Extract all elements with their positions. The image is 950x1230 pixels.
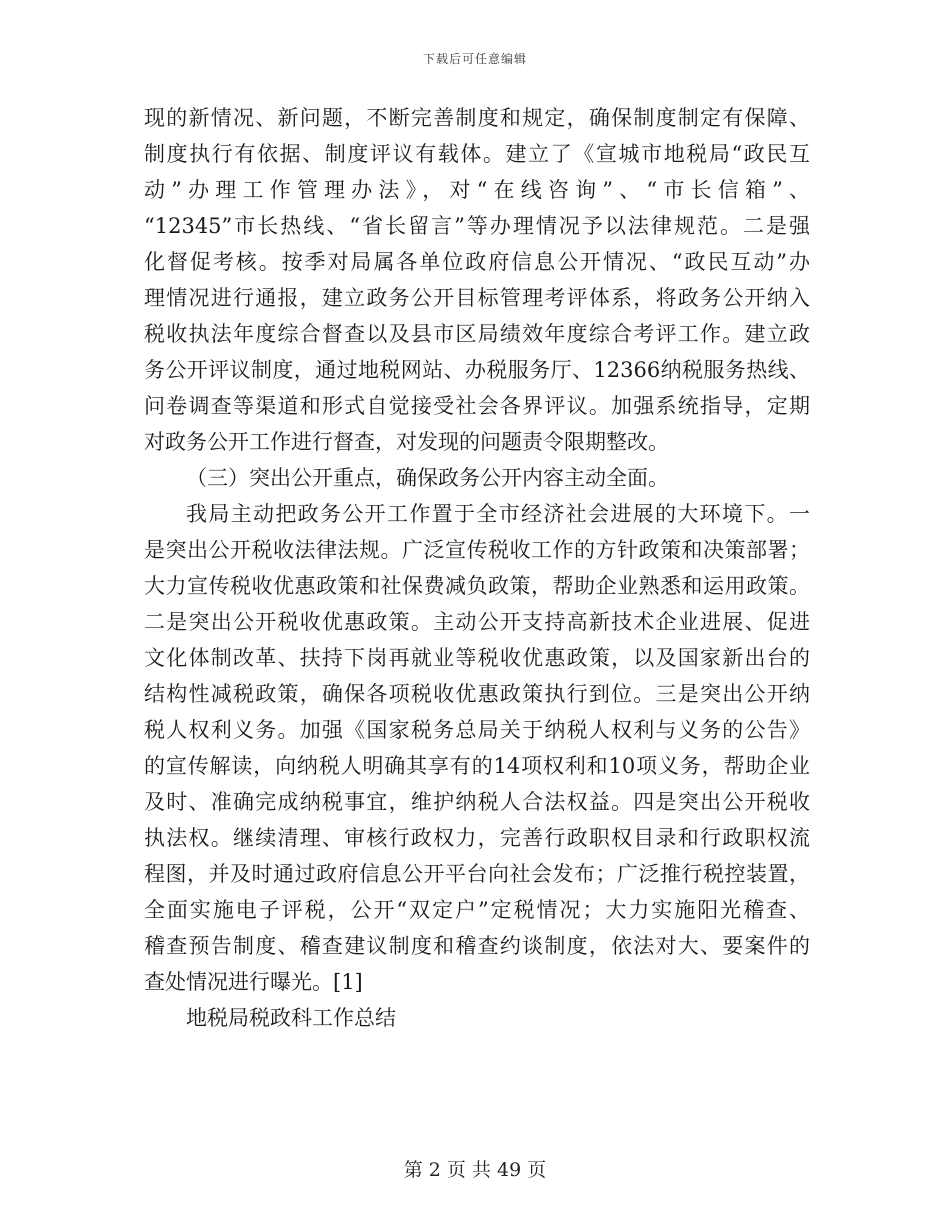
text-line: 查处情况进行曝光。[1] bbox=[144, 970, 363, 994]
text-line: 动”办理工作管理办法》，对“在线咨询”、“市长信箱”、 bbox=[144, 178, 810, 202]
text-line: 税人权利义务。加强《国家税务总局关于纳税人权利与义务的公告》 bbox=[144, 718, 810, 742]
text-line: 结构性减税政策，确保各项税收优惠政策执行到位。三是突出公开纳 bbox=[144, 682, 810, 706]
text-line: 的宣传解读，向纳税人明确其享有的14项权利和10项义务，帮助企业 bbox=[144, 754, 810, 778]
text-line: 二是突出公开税收优惠政策。主动公开支持高新技术企业进展、促进 bbox=[144, 610, 810, 634]
text-line: 对政务公开工作进行督查，对发现的问题责令限期整改。 bbox=[144, 430, 669, 454]
text-line: 理情况进行通报，建立政务公开目标管理考评体系，将政务公开纳入 bbox=[144, 286, 810, 310]
section-heading: （三）突出公开重点，确保政务公开内容主动全面。 bbox=[186, 466, 669, 490]
text-line: 问卷调查等渠道和形式自觉接受社会各界评议。加强系统指导，定期 bbox=[144, 394, 810, 418]
text-line: 全面实施电子评税，公开“双定户”定税情况；大力实施阳光稽查、 bbox=[144, 898, 810, 922]
text-line: 税收执法年度综合督查以及县市区局绩效年度综合考评工作。建立政 bbox=[144, 322, 810, 346]
text-line: “12345”市长热线、“省长留言”等办理情况予以法律规范。二是强 bbox=[144, 214, 810, 238]
text-line: 务公开评议制度，通过地税网站、办税服务厅、12366纳税服务热线、 bbox=[144, 358, 810, 382]
text-line: 化督促考核。按季对局属各单位政府信息公开情况、“政民互动”办 bbox=[144, 250, 810, 274]
section-title: 地税局税政科工作总结 bbox=[186, 1006, 396, 1030]
text-line: 程图，并及时通过政府信息公开平台向社会发布；广泛推行税控装置， bbox=[144, 862, 810, 886]
text-line: 及时、准确完成纳税事宜，维护纳税人合法权益。四是突出公开税收 bbox=[144, 790, 810, 814]
page-number: 第 2 页 共 49 页 bbox=[403, 1159, 547, 1181]
text-line: 大力宣传税收优惠政策和社保费减负政策，帮助企业熟悉和运用政策。 bbox=[144, 574, 810, 598]
text-line: 是突出公开税收法律法规。广泛宣传税收工作的方针政策和决策部署； bbox=[144, 538, 810, 562]
page-header: 下载后可任意编辑 bbox=[422, 52, 527, 66]
text-line: 执法权。继续清理、审核行政权力，完善行政职权目录和行政职权流 bbox=[144, 826, 810, 850]
text-line: 现的新情况、新问题，不断完善制度和规定，确保制度制定有保障、 bbox=[144, 106, 810, 130]
text-line: 制度执行有依据、制度评议有载体。建立了《宣城市地税局“政民互 bbox=[144, 142, 810, 166]
text-line: 稽查预告制度、稽查建议制度和稽查约谈制度，依法对大、要案件的 bbox=[144, 934, 810, 958]
text-line: 我局主动把政务公开工作置于全市经济社会进展的大环境下。一 bbox=[186, 502, 810, 526]
text-line: 文化体制改革、扶持下岗再就业等税收优惠政策，以及国家新出台的 bbox=[144, 646, 810, 670]
document-body bbox=[144, 100, 810, 1036]
